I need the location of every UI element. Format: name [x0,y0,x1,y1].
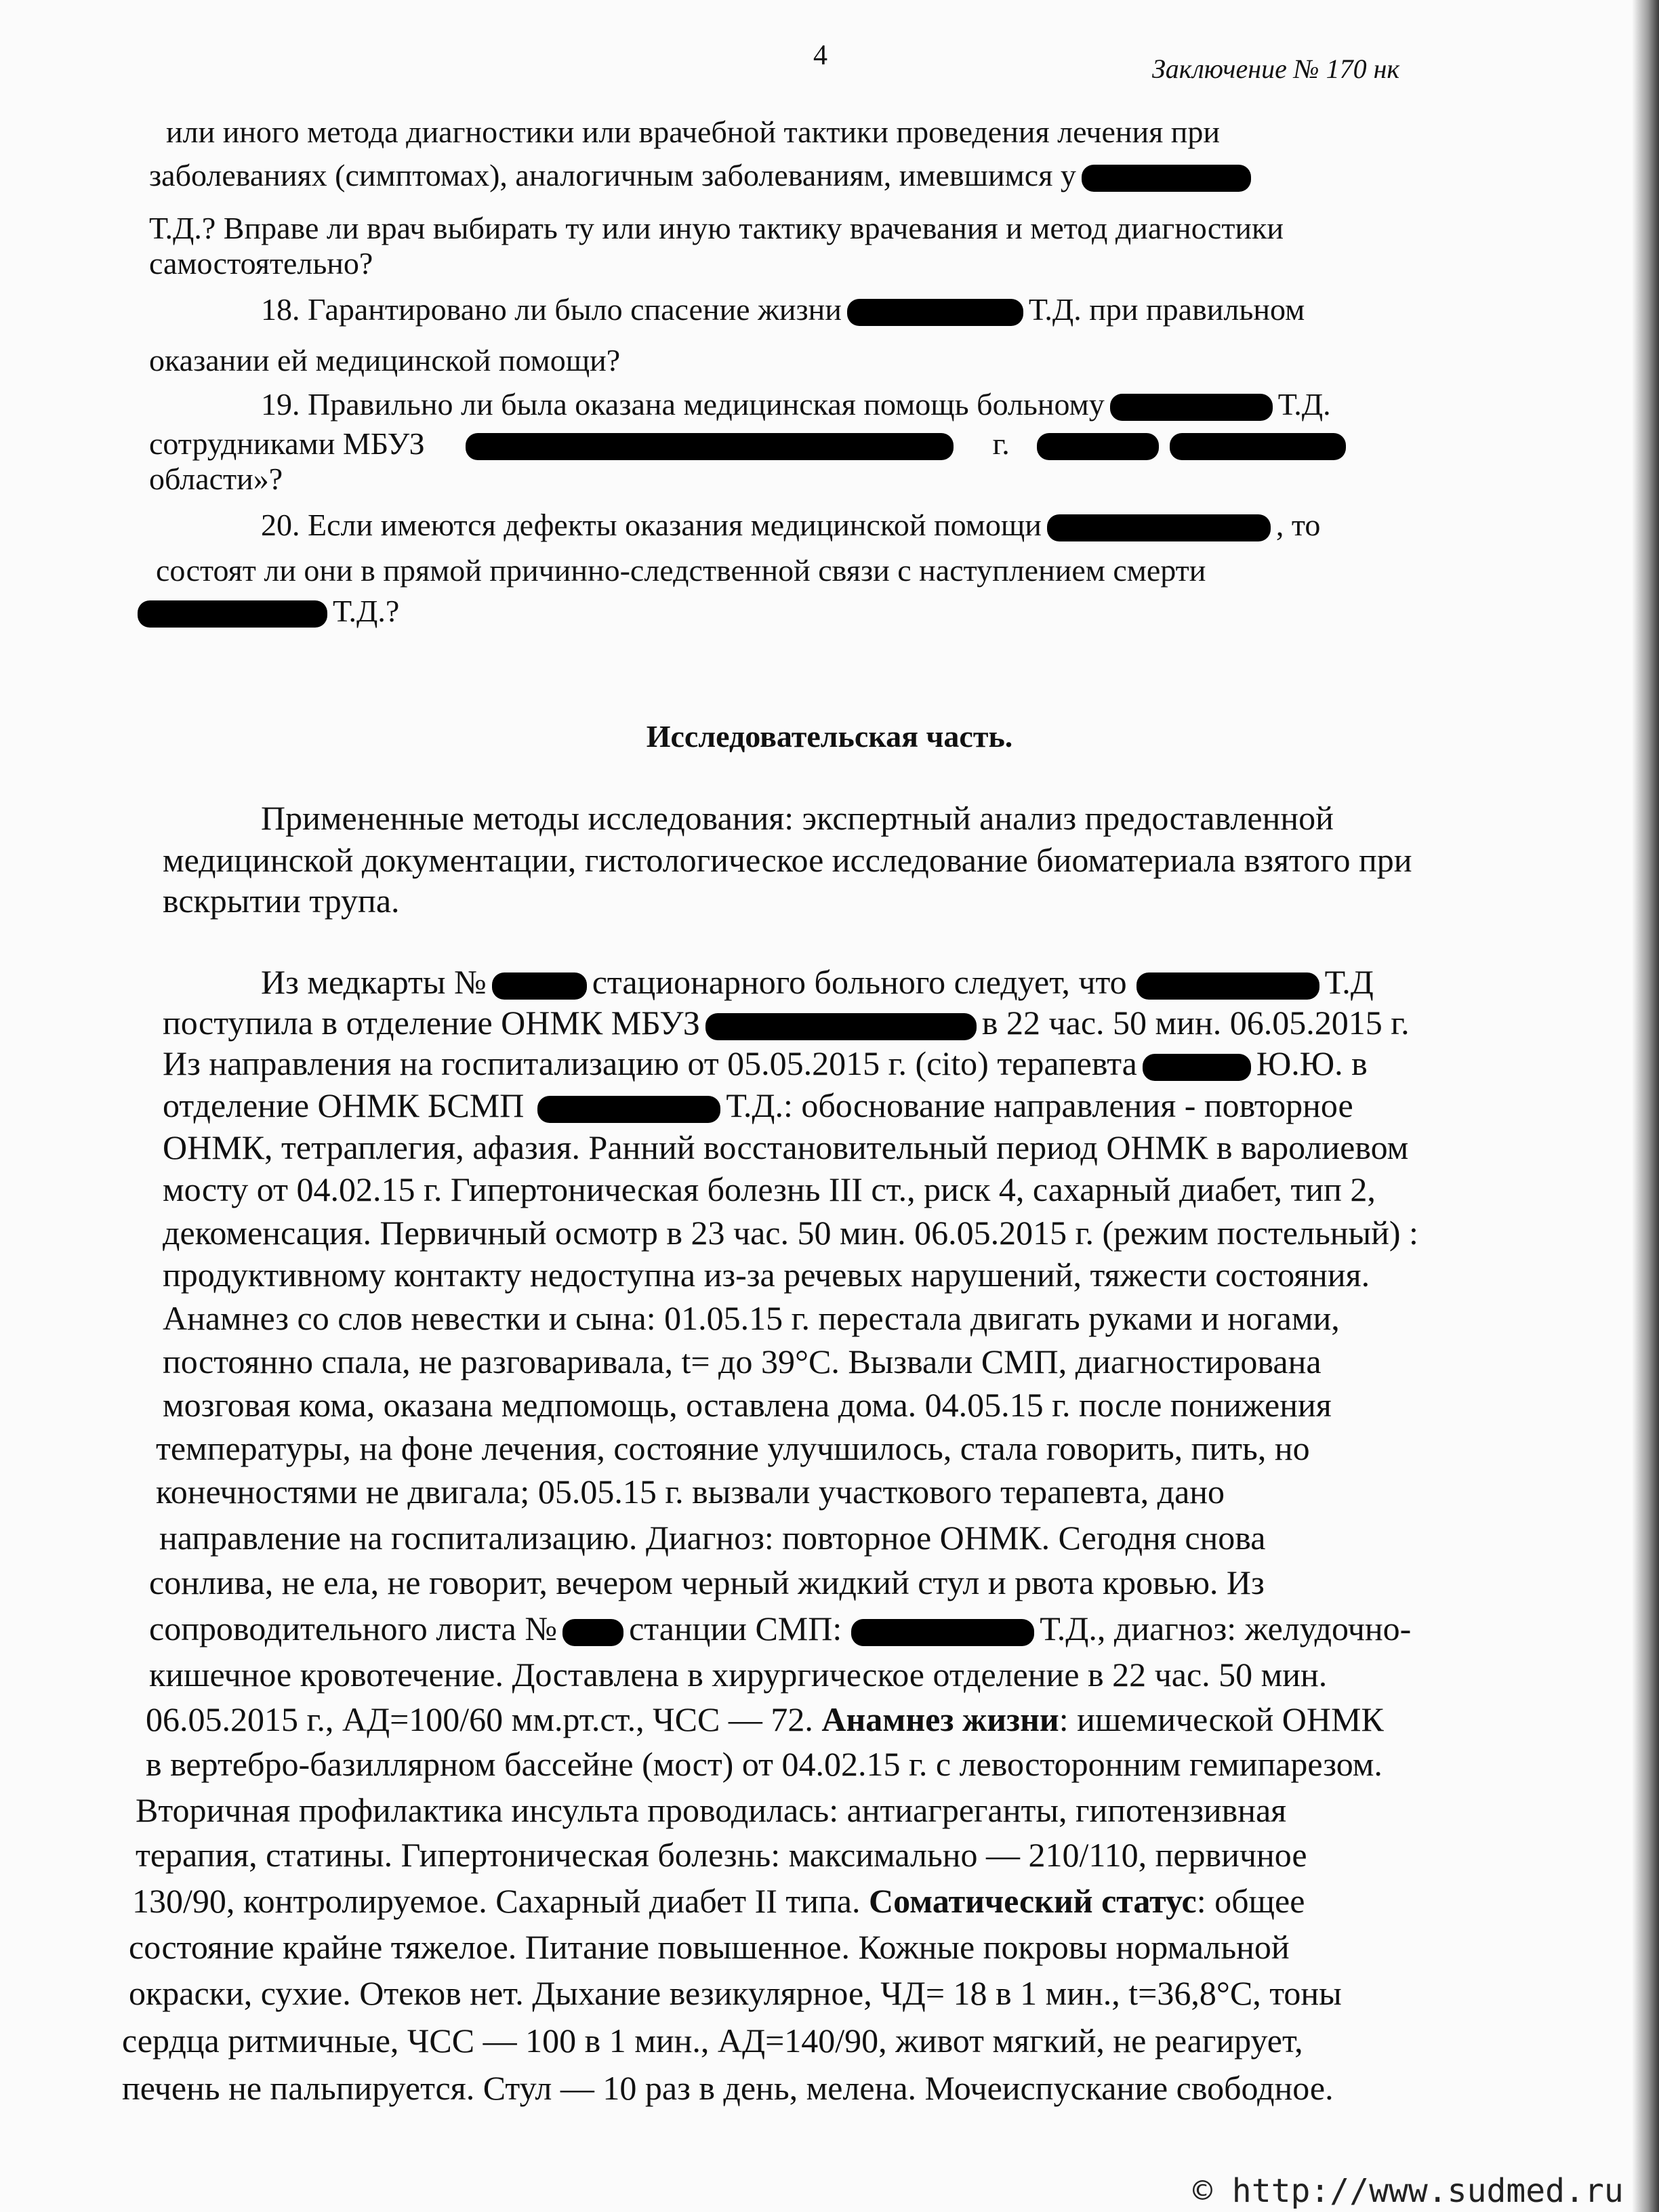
q19-line-2: сотрудниками МБУЗ г. [149,426,1351,462]
redaction-bar [1143,1054,1251,1081]
redaction-bar [1037,433,1159,460]
body-line-17: кишечное кровотечение. Доставлена в хирургическое отделение в 22 час. 50 мин. [149,1656,1328,1694]
redaction-bar [1047,514,1271,541]
redaction-bar [1082,165,1251,192]
body-line-22: 130/90, контролируемое. Сахарный диабет II типа. Соматический статус: общее [132,1882,1305,1920]
methods-line-2: медицинской документации, гистологическое исследование биоматериала взятого при [163,841,1412,879]
body-line-18: 06.05.2015 г., АД=100/60 мм.рт.ст., ЧСС — 72. Анамнез жизни: ишемической ОНМК [146,1700,1384,1738]
body-line-14: направление на госпитализацию. Диагноз: повторное ОНМК. Сегодня снова [159,1519,1266,1557]
body-line-10: постоянно спала, не разговаривала, t= до 39°С. Вызвали СМП, диагностирована [163,1343,1322,1380]
body-line-21: терапия, статины. Гипертоническая болезнь: максимально — 210/110, первичное [136,1836,1307,1874]
redaction-bar [847,299,1023,326]
q17-line-4: самостоятельно? [149,246,373,281]
body-line-20: Вторичная профилактика инсульта проводилась: антиагреганты, гипотензивная [136,1791,1287,1829]
body-line-19: в вертебро-базиллярном бассейне (мост) от 04.02.15 г. с левосторонним гемипарезом. [146,1745,1382,1783]
methods-line-3: вскрытии трупа. [163,882,400,920]
body-line-5: ОНМК, тетраплегия, афазия. Ранний восстановительный период ОНМК в варолиевом [163,1128,1409,1166]
body-line-13: конечностями не двигала; 05.05.15 г. вызвали участкового терапевта, дано [156,1473,1225,1511]
body-line-2: поступила в отделение ОНМК МБУЗ в 22 час. 50 мин. 06.05.2015 г. [163,1004,1410,1042]
body-line-3: Из направления на госпитализацию от 05.05.2015 г. (cito) терапевта Ю.Ю. в [163,1044,1368,1082]
q18-line-1: 18. Гарантировано ли было спасение жизни Т.Д. при правильном [261,292,1305,327]
redaction-bar [705,1013,977,1040]
q17-line-1: или иного метода диагностики или врачебной тактики проведения лечения при [166,115,1221,149]
q19-line-3: области»? [149,462,283,496]
body-line-15: сонлива, не ела, не говорит, вечером черный жидкий стул и рвота кровью. Из [149,1563,1265,1601]
q17-line-3: Т.Д.? Вправе ли врач выбирать ту или иную тактику врачевания и метод диагностики [149,211,1284,245]
body-line-6: мосту от 04.02.15 г. Гипертоническая болезнь III ст., риск 4, сахарный диабет, тип 2, [163,1170,1376,1208]
section-title: Исследовательская часть. [646,719,1013,754]
scan-edge-shadow [1632,0,1659,2212]
redaction-bar [1170,433,1346,460]
methods-line-1: Примененные методы исследования: экспертный анализ предоставленной [261,799,1334,837]
redaction-bar [1136,972,1319,1000]
q17-line-2: заболеваниях (симптомах), аналогичным заболеваниям, имевшимся у [149,157,1256,193]
q20-line-1: 20. Если имеются дефекты оказания медицинской помощи , то [261,508,1321,542]
body-line-24: окраски, сухие. Отеков нет. Дыхание везикулярное, ЧД= 18 в 1 мин., t=36,8°С, тоны [129,1974,1342,2012]
body-line-9: Анамнез со слов невестки и сына: 01.05.15 г. перестала двигать руками и ногами, [163,1299,1340,1337]
q18-line-2: оказании ей медицинской помощи? [149,343,621,377]
q20-line-2: состоят ли они в прямой причинно-следственной связи с наступлением смерти [156,553,1206,588]
body-line-25: сердца ритмичные, ЧСС — 100 в 1 мин., АД=140/90, живот мягкий, не реагирует, [122,2022,1303,2060]
redaction-bar [466,433,954,460]
redaction-bar [1110,394,1273,421]
document-reference: Заключение № 170 нк [1152,54,1400,84]
redaction-bar [562,1619,623,1646]
watermark: © http://www.sudmed.ru [1193,2172,1624,2210]
body-line-7: декоменсация. Первичный осмотр в 23 час. 50 мин. 06.05.2015 г. (режим постельный) : [163,1214,1418,1252]
body-line-1: Из медкарты № стационарного больного следует, что Т.Д [261,963,1374,1001]
page-number: 4 [813,40,827,71]
body-line-26: печень не пальпируется. Стул — 10 раз в день, мелена. Мочеиспускание свободное. [122,2069,1334,2107]
q19-line-1: 19. Правильно ли была оказана медицинская помощь больному Т.Д. [261,387,1331,422]
redaction-bar [851,1619,1034,1646]
redaction-bar [138,600,327,628]
redaction-bar [492,972,587,1000]
body-line-23: состояние крайне тяжелое. Питание повышенное. Кожные покровы нормальной [129,1928,1290,1966]
body-line-12: температуры, на фоне лечения, состояние улучшилось, стала говорить, пить, но [156,1429,1310,1467]
redaction-bar [537,1096,720,1123]
q20-line-3: Т.Д.? [132,593,399,629]
body-line-8: продуктивному контакту недоступна из-за речевых нарушений, тяжести состояния. [163,1256,1370,1294]
body-line-11: мозговая кома, оказана медпомощь, оставлена дома. 04.05.15 г. после понижения [163,1386,1332,1424]
body-line-4: отделение ОНМК БСМП Т.Д.: обоснование направления - повторное [163,1086,1353,1124]
body-line-16: сопроводительного листа № станции СМП: Т.Д., диагноз: желудочно- [149,1610,1412,1647]
